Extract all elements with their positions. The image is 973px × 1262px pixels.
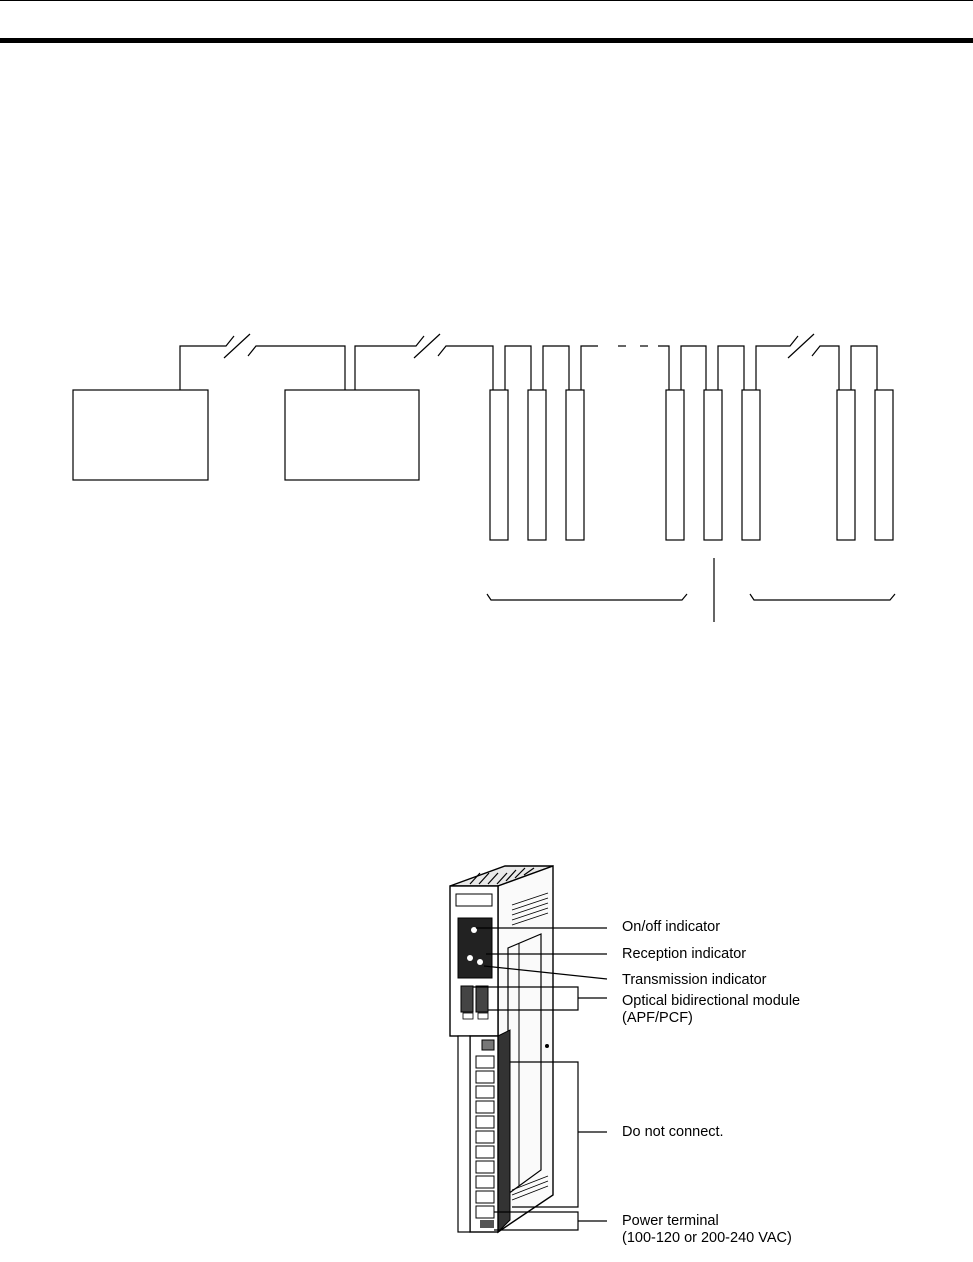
callout-power-terminal-line1: Power terminal — [622, 1213, 719, 1229]
callout-power-terminal-line2: (100-120 or 200-240 VAC) — [622, 1230, 792, 1246]
callout-on-off-indicator: On/off indicator — [622, 919, 721, 935]
optical-port-1 — [461, 986, 473, 1012]
callout-optical-module — [622, 993, 800, 1027]
optical-port-2 — [476, 986, 488, 1012]
reception-led — [467, 955, 473, 961]
callout-reception-indicator: Reception indicator — [622, 946, 747, 962]
indicator-panel — [458, 918, 492, 978]
callout-do-not-connect: Do not connect. — [622, 1124, 724, 1140]
callout-power-terminal — [622, 1213, 792, 1247]
transmission-led — [477, 959, 483, 965]
callout-transmission-indicator: Transmission indicator — [622, 972, 767, 988]
terminal-screw-top — [482, 1040, 494, 1050]
terminal-screws — [476, 1056, 494, 1218]
model-plate — [456, 894, 492, 906]
callout-optical-module-line1: Optical bidirectional module — [622, 993, 801, 1009]
callout-optical-module-line2: (APF/PCF) — [622, 1010, 693, 1026]
